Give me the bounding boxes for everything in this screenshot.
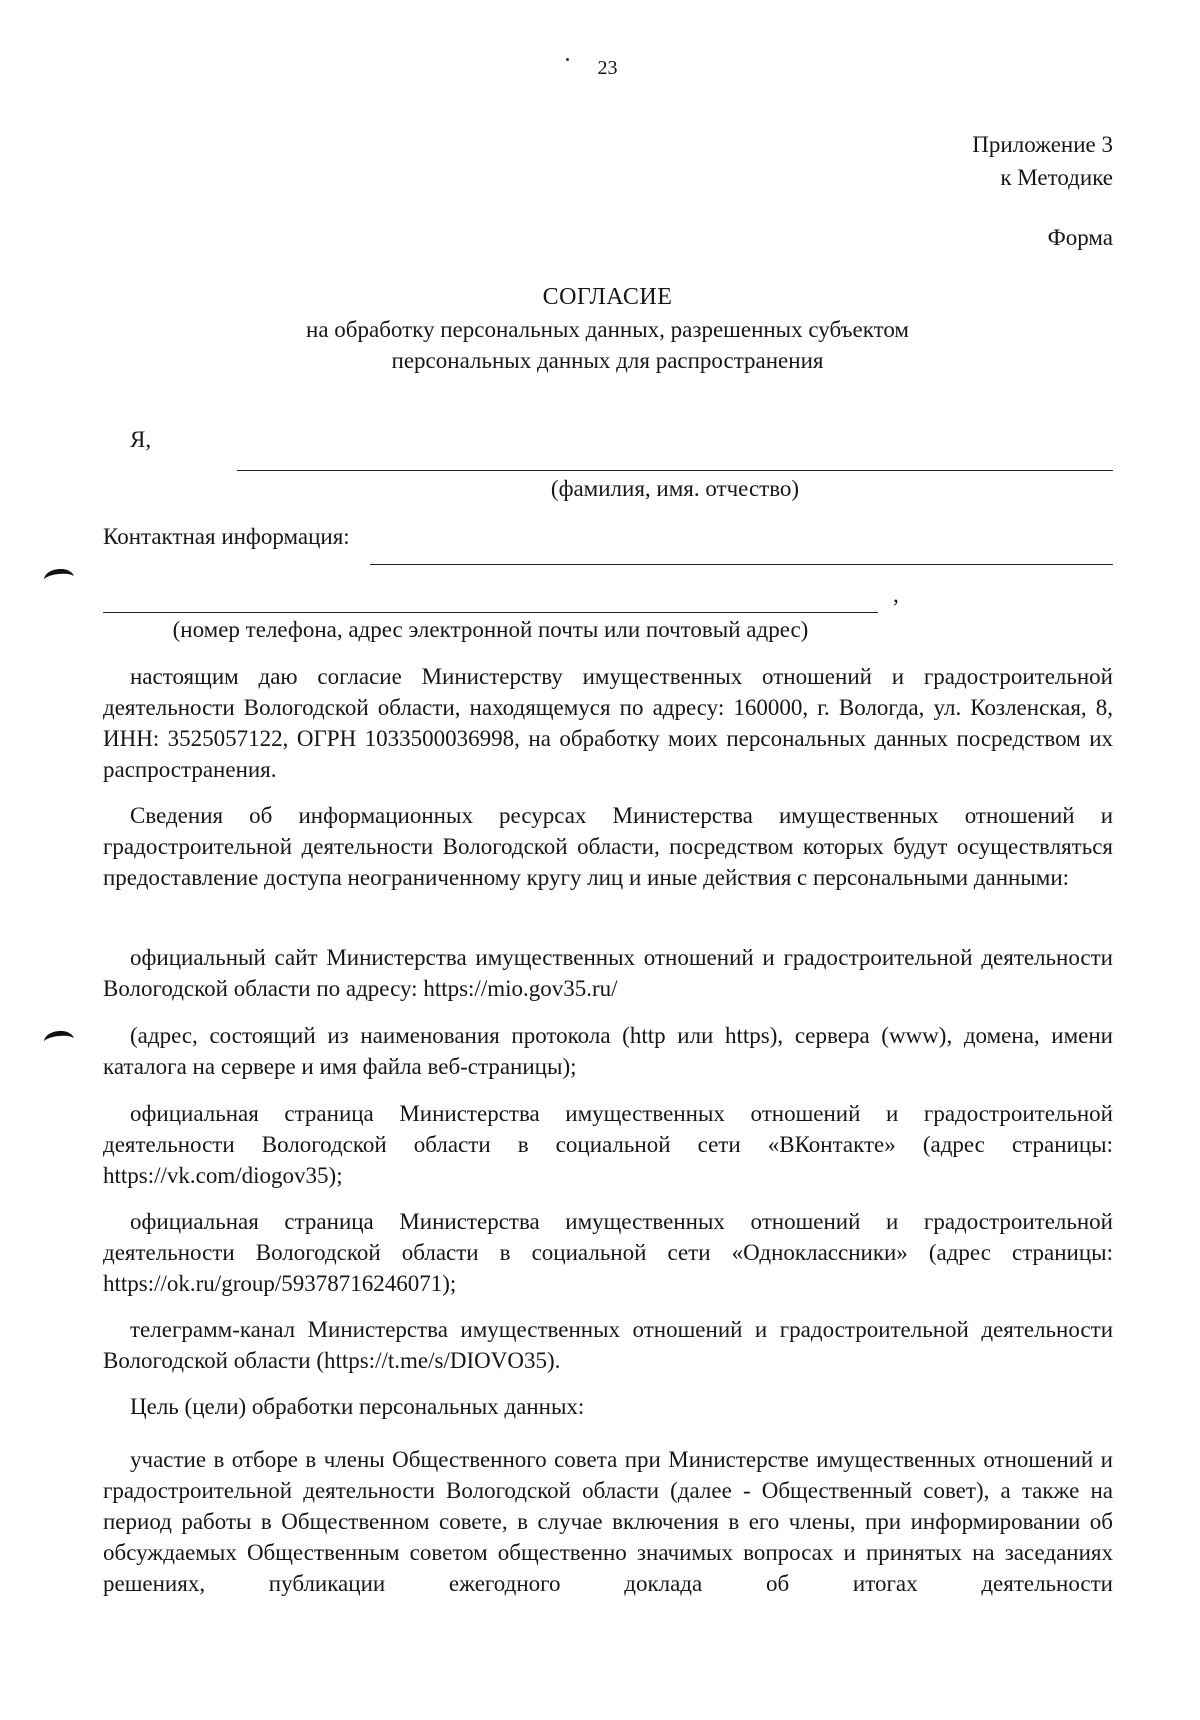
contact-label: Контактная информация:	[103, 524, 350, 549]
appendix-line-2: к Методике	[1000, 165, 1113, 190]
form-label: Форма	[1047, 225, 1113, 250]
purpose-paragraph: участие в отборе в члены Общественного совета при Министерстве имущественных отношений и градостроительной деятельности Вологодской области (далее - Общественный совет), а также на период работы в Общественном совете, в случае включения в его члены, при информировании об обсуждаемых Общественным советом общественно значимых вопросах и принятых на заседаниях решениях, публикации ежегодного доклада об итогах деятельности	[103, 1447, 1113, 1596]
contact-underline-2	[103, 612, 878, 613]
subtitle-line-2: персональных данных для распространения	[391, 348, 824, 373]
consent-paragraph: настоящим даю согласие Министерству имущественных отношений и градостроительной деятельности Вологодской области, находящемуся по адресу: 160000, г. Вологда, ул. Козленская, 8, ИНН: 3525057122, ОГРН 1033500036998, на обработку моих персональных данных посредством их распространения.	[103, 664, 1113, 782]
page-number: 23	[597, 57, 618, 79]
contact-comma: ,	[893, 582, 899, 607]
fio-underline	[237, 470, 1113, 471]
resource-website-note: (адрес, состоящий из наименования протокола (http или https), сервера (www), домена, имени каталога на сервере и имя файла веб-страницы);	[103, 1023, 1113, 1079]
resource-vkontakte: официальная страница Министерства имущественных отношений и градостроительной деятельности Вологодской области в социальной сети «ВКонтакте» (адрес страницы: https://vk.com/diogov35);	[103, 1101, 1113, 1188]
document-title: СОГЛАСИЕ	[542, 284, 673, 310]
scan-mark	[43, 1029, 75, 1051]
resource-odnoklassniki: официальная страница Министерства имущественных отношений и градостроительной деятельности Вологодской области в социальной сети «Одноклассники» (адрес страницы: https://ok.ru/group/59378716246071);	[103, 1209, 1113, 1296]
appendix-line-1: Приложение 3	[972, 132, 1113, 157]
scan-mark	[43, 567, 75, 589]
ya-label: Я,	[130, 427, 152, 452]
resource-website: официальный сайт Министерства имущественных отношений и градостроительной деятельности Вологодской области по адресу: https://mio.gov35.ru/	[103, 945, 1113, 1001]
purpose-heading: Цель (цели) обработки персональных данных:	[130, 1394, 585, 1419]
resources-paragraph: Сведения об информационных ресурсах Министерства имущественных отношений и градостроительной деятельности Вологодской области, посредством которых будут осуществляться предоставление доступа неограниченному кругу лиц и иные действия с персональными данными:	[103, 803, 1113, 890]
resource-telegram: телеграмм-канал Министерства имущественных отношений и градостроительной деятельности Вологодской области (https://t.me/s/DIOVO35).	[103, 1317, 1113, 1373]
subtitle-line-1: на обработку персональных данных, разрешенных субъектом	[306, 317, 909, 342]
contact-underline-1	[370, 564, 1113, 565]
appendix-reference	[972, 128, 1113, 194]
contact-caption: (номер телефона, адрес электронной почты или почтовый адрес)	[172, 617, 809, 642]
document-subtitle	[0, 314, 1200, 376]
fio-caption: (фамилия, имя. отчество)	[550, 476, 800, 501]
